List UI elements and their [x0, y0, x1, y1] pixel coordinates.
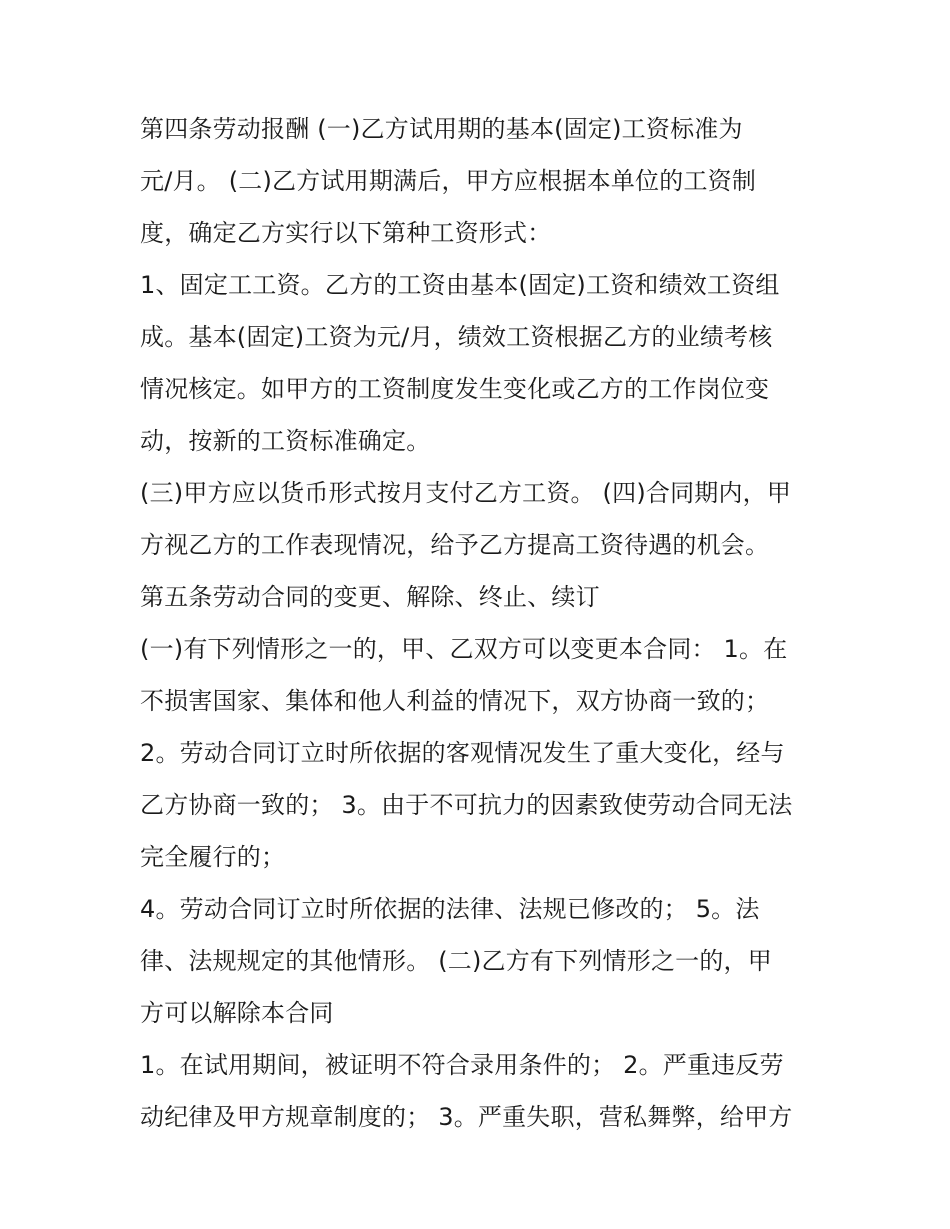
text-line: 成。基本(固定)工资为元/月，绩效工资根据乙方的业绩考核 [140, 323, 773, 351]
section-heading: 第五条劳动合同的变更、解除、终止、续订 [140, 583, 600, 611]
text-line: 方视乙方的工作表现情况，给予乙方提高工资待遇的机会。 [140, 531, 770, 559]
text-line: 方可以解除本合同 [140, 999, 334, 1027]
text-line: 乙方协商一致的； 3。由于不可抗力的因素致使劳动合同无法 [140, 791, 793, 819]
text-line: 不损害国家、集体和他人利益的情况下，双方协商一致的； [140, 687, 770, 715]
text-line: 情况核定。如甲方的工资制度发生变化或乙方的工作岗位变 [140, 375, 770, 403]
text-line: 2。劳动合同订立时所依据的客观情况发生了重大变化，经与 [140, 739, 785, 767]
text-line: 动，按新的工资标准确定。 [140, 427, 431, 455]
text-line: (一)有下列情形之一的，甲、乙双方可以变更本合同： 1。在 [140, 635, 788, 663]
text-line: 完全履行的； [140, 843, 286, 871]
text-line: 动纪律及甲方规章制度的； 3。严重失职，营私舞弊，给甲方 [140, 1103, 793, 1131]
text-line: 律、法规规定的其他情形。 (二)乙方有下列情形之一的，甲 [140, 947, 772, 975]
text-line: 度，确定乙方实行以下第种工资形式： [140, 219, 552, 247]
text-line: 1、固定工工资。乙方的工资由基本(固定)工资和绩效工资组 [140, 271, 780, 299]
text-line: 元/月。 (二)乙方试用期满后，甲方应根据本单位的工资制 [140, 167, 757, 195]
text-line: (三)甲方应以货币形式按月支付乙方工资。 (四)合同期内，甲 [140, 479, 792, 507]
text-line: 第四条劳动报酬 (一)乙方试用期的基本(固定)工资标准为 [140, 115, 743, 143]
text-line: 4。劳动合同订立时所依据的法律、法规已修改的； 5。法 [140, 895, 760, 923]
text-line: 1。在试用期间，被证明不符合录用条件的； 2。严重违反劳 [140, 1051, 784, 1079]
